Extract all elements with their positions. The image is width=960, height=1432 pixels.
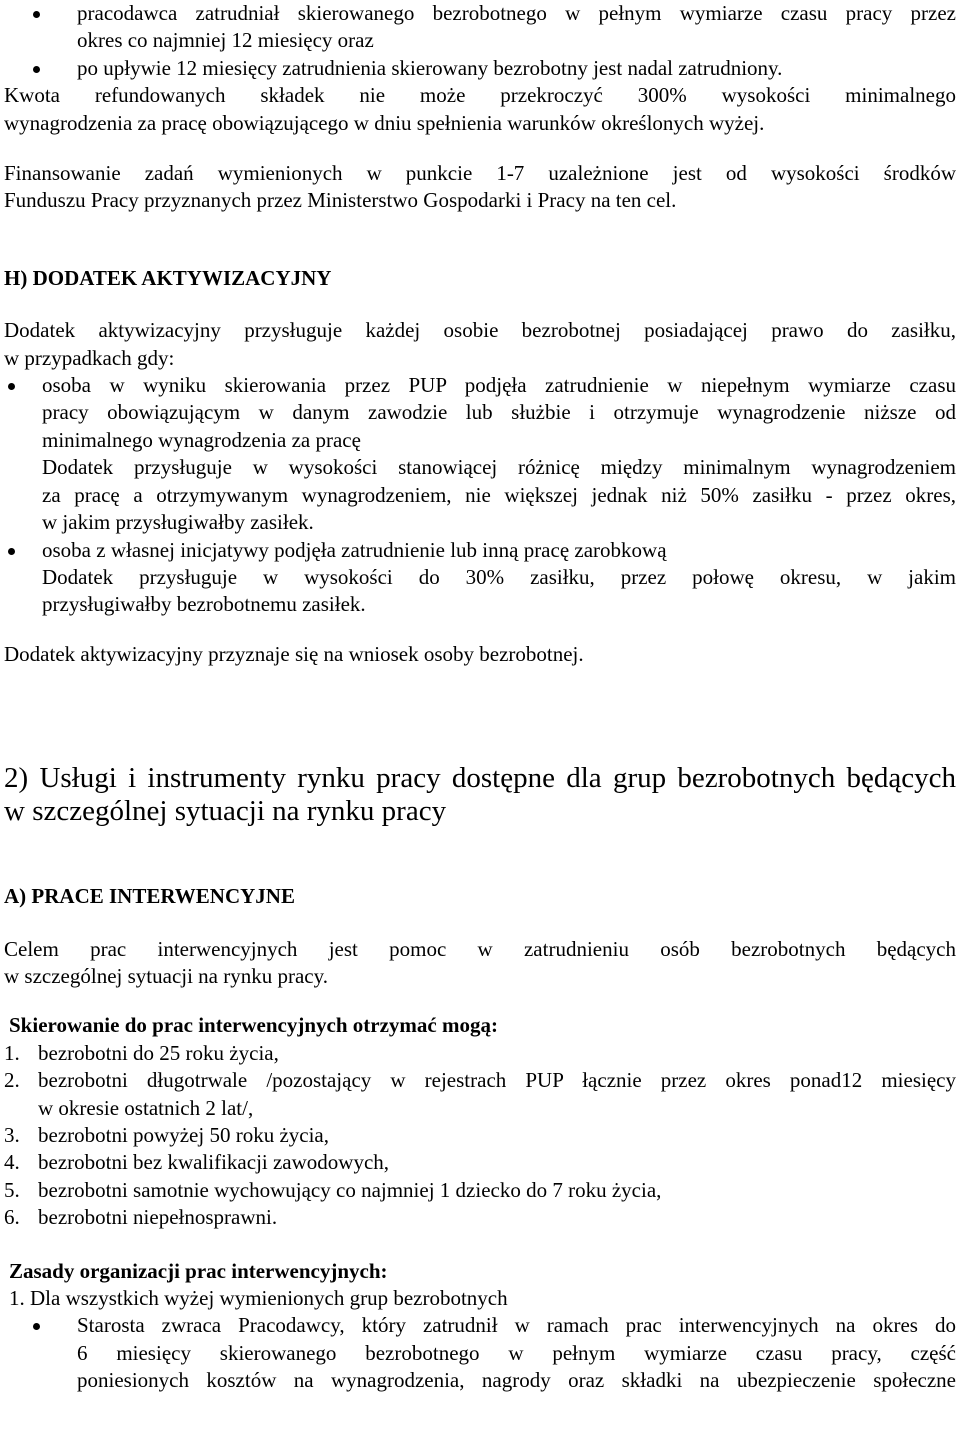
- text-line: pracodawca zatrudniał skierowanego bezrobotnego w pełnym wymiarze czasu pracy przez: [77, 1, 956, 25]
- text-line: Dodatek aktywizacyjny przysługuje każdej osobie bezrobotnej posiadającej prawo do zasiłku,: [4, 318, 956, 343]
- text-line: Celem prac interwencyjnych jest pomoc w zatrudnieniu osób bezrobotnych będących: [4, 936, 956, 961]
- bullet-item: [4, 55, 956, 82]
- text-line: 2) Usługi i instrumenty rynku pracy dostępne dla grup bezrobotnych będących: [4, 762, 956, 795]
- list-item: [4, 1177, 956, 1204]
- text-line: okres co najmniej 12 miesięcy oraz: [77, 28, 374, 53]
- text-line: bezrobotni powyżej 50 roku życia,: [38, 1122, 329, 1147]
- list-item: [4, 1204, 956, 1231]
- text-line: po upływie 12 miesięcy zatrudnienia skierowany bezrobotny jest nadal zatrudniony.: [77, 55, 783, 80]
- bullet-item: [4, 0, 956, 55]
- list-item: [4, 1040, 956, 1067]
- list-number: 1.: [4, 1040, 20, 1065]
- section-a-heading: A) PRACE INTERWENCYJNE: [4, 884, 295, 909]
- list-item: [4, 1122, 956, 1149]
- text-line: Dodatek przysługuje w wysokości stanowiącej różnicę między minimalnym wynagrodzeniem: [42, 455, 956, 480]
- text-line: bezrobotni długotrwale /pozostający w rejestrach PUP łącznie przez okres ponad12 miesięcy: [38, 1068, 956, 1093]
- bullet-icon: [33, 1323, 40, 1330]
- finansowanie-paragraph: [4, 160, 956, 215]
- bullet-item: [4, 372, 956, 536]
- text-line: przysługiwałby bezrobotnemu zasiłek.: [42, 592, 366, 617]
- bullet-item: [4, 537, 956, 619]
- text-line: w okresie ostatnich 2 lat/,: [38, 1095, 254, 1120]
- text-line: 6 miesięcy skierowanego bezrobotnego w pełnym wymiarze czasu pracy, część: [77, 1340, 956, 1365]
- zasady-heading: Zasady organizacji prac interwencyjnych:: [9, 1258, 388, 1283]
- text-line: Kwota refundowanych składek nie może przekroczyć 300% wysokości minimalnego: [4, 83, 956, 108]
- celem-paragraph: [4, 936, 956, 991]
- text-line: bezrobotni niepełnosprawni.: [38, 1205, 278, 1230]
- bullet-icon: [8, 548, 15, 555]
- bullet-icon: [33, 11, 40, 18]
- text-line: wynagrodzenia za pracę obowiązującego w dniu spełnienia warunków określonych wyżej.: [4, 110, 765, 135]
- text-line: Dodatek przysługuje w wysokości do 30% zasiłku, przez połowę okresu, w jakim: [42, 564, 956, 589]
- text-line: minimalnego wynagrodzenia za pracę: [42, 427, 361, 452]
- text-line: osoba z własnej inicjatywy podjęła zatrudnienie lub inną pracę zarobkową: [42, 537, 667, 562]
- kwota-paragraph: [4, 82, 956, 137]
- skierowanie-list: [4, 1040, 956, 1232]
- text-line: poniesionych kosztów na wynagrodzenia, nagrody oraz składki na ubezpieczenie społeczne: [77, 1368, 956, 1393]
- list-item: [4, 1067, 956, 1122]
- text-line: Starosta zwraca Pracodawcy, który zatrudnił w ramach prac interwencyjnych na okres do: [77, 1313, 956, 1338]
- list-number: 6.: [4, 1205, 20, 1230]
- section-2-heading: [4, 762, 956, 828]
- text-line: osoba w wyniku skierowania przez PUP podjęła zatrudnienie w niepełnym wymiarze czasu: [42, 373, 956, 398]
- text-line: bezrobotni bez kwalifikacji zawodowych,: [38, 1150, 390, 1175]
- text-line: w przypadkach gdy:: [4, 345, 175, 370]
- text-line: bezrobotni samotnie wychowujący co najmniej 1 dziecko do 7 roku życia,: [38, 1177, 662, 1202]
- text-line: bezrobotni do 25 roku życia,: [38, 1040, 279, 1065]
- text-line: w jakim przysługiwałby zasiłek.: [42, 510, 314, 535]
- skierowanie-heading: Skierowanie do prac interwencyjnych otrzymać mogą:: [9, 1013, 498, 1038]
- bullet-icon: [8, 383, 15, 390]
- section-h-heading: H) DODATEK AKTYWIZACYJNY: [4, 265, 332, 290]
- zasady-item-1: 1. Dla wszystkich wyżej wymienionych grup bezrobotnych: [9, 1286, 508, 1310]
- list-number: 2.: [4, 1068, 20, 1093]
- list-number: 5.: [4, 1177, 20, 1202]
- list-item: [4, 1149, 956, 1176]
- section-h-intro: [4, 317, 956, 372]
- list-number: 4.: [4, 1150, 20, 1175]
- text-line: pracy obowiązującym w danym zawodzie lub służbie i otrzymuje wynagrodzenie niższe od: [42, 400, 956, 425]
- text-line: w szczególnej sytuacji na rynku pracy: [4, 795, 447, 828]
- list-number: 3.: [4, 1122, 20, 1147]
- text-line: za pracę a otrzymywanym wynagrodzeniem, nie większej jednak niż 50% zasiłku - przez okres,: [42, 482, 956, 507]
- bullet-item: [4, 1312, 956, 1394]
- text-line: w szczególnej sytuacji na rynku pracy.: [4, 963, 329, 988]
- text-line: Finansowanie zadań wymienionych w punkcie 1-7 uzależnione jest od wysokości środków: [4, 161, 956, 186]
- text-line: Funduszu Pracy przyznanych przez Ministerstwo Gospodarki i Pracy na ten cel.: [4, 188, 677, 213]
- section-h-closing: Dodatek aktywizacyjny przyznaje się na wniosek osoby bezrobotnej.: [4, 641, 584, 666]
- bullet-icon: [33, 66, 40, 73]
